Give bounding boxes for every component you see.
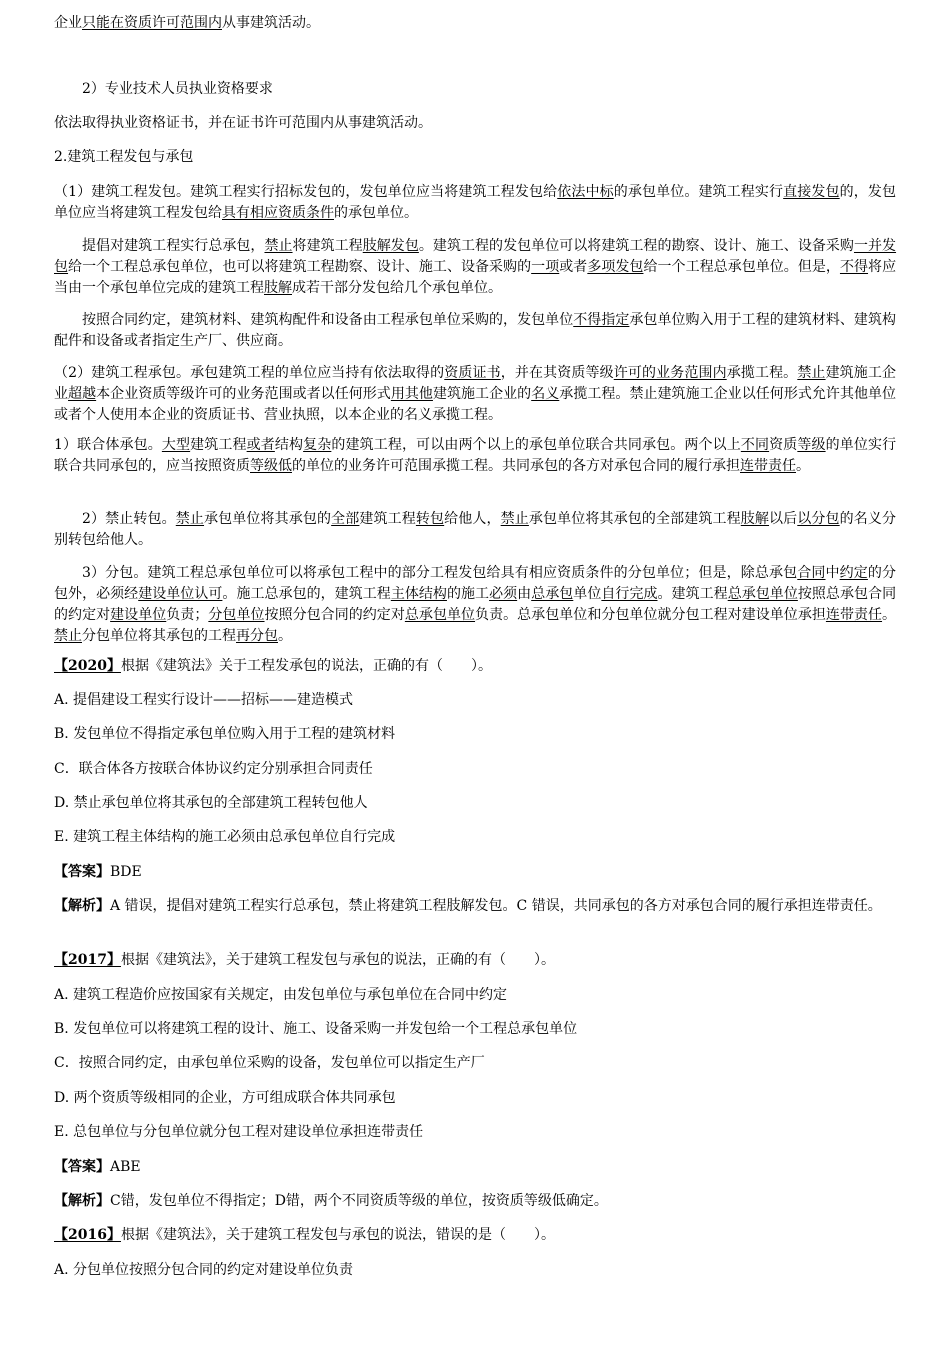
paragraph-b10 xyxy=(54,563,896,647)
text-segment: 建筑工程 xyxy=(359,511,416,527)
paragraph-b9 xyxy=(54,509,896,551)
text-segment: 的施工 xyxy=(446,586,490,602)
paragraph-b15 xyxy=(54,793,896,814)
text-segment: 按照总承包合同的约定对 xyxy=(54,586,897,623)
text-segment: 承揽工程。 xyxy=(726,365,798,381)
underlined-text: 建设单位认可 xyxy=(138,586,223,602)
text-segment: 。建筑工程 xyxy=(657,586,728,602)
underlined-text: 必须 xyxy=(489,586,518,602)
text-segment: 1）联合体承包。 xyxy=(54,437,162,453)
underlined-text: 一并发包 xyxy=(54,238,897,275)
underlined-text: 禁止 xyxy=(797,365,826,381)
text-segment: A. 分包单位按照分包合同的约定对建设单位负责 xyxy=(54,1262,354,1278)
text-segment: 按照合同约定，建筑材料、建筑构配件和设备由工程承包单位采购的，发包单位 xyxy=(82,312,574,328)
text-segment: ，并在其资质等级 xyxy=(500,365,614,381)
text-segment: 的承包单位。建筑工程实行 xyxy=(613,184,784,200)
paragraph-b24 xyxy=(54,1122,896,1143)
text-segment: 以后 xyxy=(769,511,798,527)
underlined-text xyxy=(54,952,121,968)
text-segment: A. 提倡建设工程实行设计——招标——建造模式 xyxy=(54,692,354,708)
text-segment: C错，发包单位不得指定；D错，两个不同资质等级的单位，按资质等级低确定。 xyxy=(110,1193,608,1209)
text-segment: 资质 xyxy=(769,437,798,453)
bold-text: 【2020】 xyxy=(54,658,121,674)
text-segment: 。 xyxy=(278,628,292,644)
text-segment: 依法取得执业资格证书，并在证书许可范围内从事建筑活动。 xyxy=(54,115,432,131)
paragraph-b28 xyxy=(54,1260,896,1281)
text-segment: 结构 xyxy=(274,437,304,453)
bold-text: 【解析】 xyxy=(54,898,110,914)
underlined-text: 超越 xyxy=(68,386,97,402)
underlined-text: 总承包 xyxy=(531,586,574,602)
paragraph-b17 xyxy=(54,862,896,883)
underlined-text: 不得指定 xyxy=(573,312,630,328)
underlined-text: 再分包 xyxy=(236,628,278,644)
underlined-text: 等级 xyxy=(797,437,826,453)
text-segment: E. 总包单位与分包单位就分包工程对建设单位承担连带责任 xyxy=(54,1124,424,1140)
paragraph-b5 xyxy=(54,236,896,299)
underlined-text: 合同 xyxy=(797,565,826,581)
paragraph-b20 xyxy=(54,985,896,1006)
bold-text: 【2017】 xyxy=(54,952,121,968)
paragraph-b23 xyxy=(54,1088,896,1109)
text-segment: 的单位的业务许可范围承揽工程。共同承包的各方对承包合同的履行承担 xyxy=(292,458,740,474)
text-segment: （1）建筑工程发包。建筑工程实行招标发包的，发包单位应当将建筑工程发包给 xyxy=(54,184,558,200)
underlined-text: 名义 xyxy=(531,386,560,402)
text-segment: 给一个工程总承包单位，也可以将建筑工程勘察、设计、施工、设备采购的 xyxy=(68,259,532,275)
paragraph-b19 xyxy=(54,950,896,971)
underlined-text: 用其他 xyxy=(390,386,433,402)
text-segment: 。 xyxy=(796,458,810,474)
underlined-text: 许可的业务范围内 xyxy=(613,365,727,381)
text-segment: 给一个工程总承包单位。但是， xyxy=(643,259,840,275)
text-segment: 的建筑工程，可以由两个以上的承包单位联合共同承包。两个以上 xyxy=(331,437,741,453)
underlined-text: 具有相应资质条件 xyxy=(222,205,334,221)
underlined-text: 或者 xyxy=(246,437,275,453)
paragraph-b16 xyxy=(54,827,896,848)
text-segment: 将建筑工程 xyxy=(292,238,363,254)
paragraph-b25 xyxy=(54,1157,896,1178)
bold-text: 【答案】 xyxy=(54,864,110,880)
text-segment: BDE xyxy=(110,864,142,880)
bold-text: 【解析】 xyxy=(54,1193,110,1209)
text-segment: 根据《建筑法》，关于建筑工程发包与承包的说法，正确的有（ ）。 xyxy=(120,952,555,968)
text-segment: 从事建筑活动。 xyxy=(222,15,320,31)
text-segment: 2）专业技术人员执业资格要求 xyxy=(82,81,273,97)
text-segment: 成若干部分发包给几个承包单位。 xyxy=(292,280,502,296)
text-segment: 的单位实行联合共同承包的，应当按照资质 xyxy=(54,437,897,474)
text-segment: ABE xyxy=(110,1159,141,1175)
underlined-text: 主体结构 xyxy=(390,586,447,602)
underlined-text: 约定 xyxy=(839,565,868,581)
text-segment: D. 两个资质等级相同的企业，方可组成联合体共同承包 xyxy=(54,1090,396,1106)
text-segment: 提倡对建筑工程实行总承包， xyxy=(82,238,265,254)
text-segment: B. 发包单位可以将建筑工程的设计、施工、设备采购一并发包给一个工程总承包单位 xyxy=(54,1021,578,1037)
text-segment: E. 建筑工程主体结构的施工必须由总承包单位自行完成 xyxy=(54,829,396,845)
bold-text: 【2016】 xyxy=(54,1227,121,1243)
text-segment: 。建筑工程的发包单位可以将建筑工程的勘察、设计、施工、设备采购 xyxy=(418,238,854,254)
text-segment: 建筑工程 xyxy=(190,437,247,453)
paragraph-b12 xyxy=(54,690,896,711)
text-segment: 给他人， xyxy=(444,511,501,527)
text-segment: 或者 xyxy=(559,259,588,275)
text-segment: 的，发包单位应当将建筑工程发包给 xyxy=(54,184,897,221)
text-segment: 的分包外，必须经 xyxy=(54,565,897,602)
underlined-text: 资质证书 xyxy=(444,365,501,381)
text-segment: 承包单位将其承包的全部建筑工程 xyxy=(528,511,741,527)
text-segment: C．按照合同约定，由承包单位采购的设备，发包单位可以指定生产厂 xyxy=(54,1055,485,1071)
underlined-text: 只能在资质许可范围内 xyxy=(82,15,222,31)
paragraph-b1 xyxy=(54,79,896,100)
underlined-text: 不得 xyxy=(839,259,869,275)
paragraph-b14 xyxy=(54,759,896,780)
underlined-text: 禁止 xyxy=(54,628,82,644)
paragraph-b3 xyxy=(54,147,896,168)
text-segment: 3）分包。建筑工程总承包单位可以将承包工程中的部分工程发包给具有相应资质条件的分包单位；但是，除总承包 xyxy=(82,565,798,581)
paragraph-b4 xyxy=(54,182,896,224)
underlined-text: 转包 xyxy=(415,511,445,527)
paragraph-b8 xyxy=(54,435,896,477)
paragraph-b2 xyxy=(54,113,896,134)
text-segment: 承包单位将其承包的 xyxy=(204,511,332,527)
underlined-text: 一项 xyxy=(531,259,560,275)
text-segment: 承包单位购入用于工程的建筑材料、建筑构配件和设备或者指定生产厂、供应商。 xyxy=(54,312,897,349)
underlined-text: 肢解发包 xyxy=(362,238,419,254)
underlined-text: 禁止 xyxy=(500,511,529,527)
underlined-text: 复杂 xyxy=(303,437,332,453)
underlined-text: 不同 xyxy=(740,437,770,453)
paragraph-b0 xyxy=(54,13,896,34)
text-segment: 根据《建筑法》关于工程发承包的说法，正确的有（ ）。 xyxy=(120,658,492,674)
text-segment: 。施工总承包的，建筑工程 xyxy=(222,586,391,602)
text-segment: 由 xyxy=(517,586,532,602)
text-segment: 。 xyxy=(882,607,897,623)
text-segment: B. 发包单位不得指定承包单位购入用于工程的建筑材料 xyxy=(54,726,396,742)
underlined-text: 禁止 xyxy=(175,511,205,527)
text-segment: 分包单位将其承包的工程 xyxy=(82,628,236,644)
paragraph-b26 xyxy=(54,1191,896,1212)
underlined-text: 直接发包 xyxy=(783,184,840,200)
text-segment: 单位 xyxy=(573,586,602,602)
underlined-text: 大型 xyxy=(161,437,191,453)
text-segment: 建筑施工企业 xyxy=(54,365,897,402)
text-segment: 将应当由一个承包单位完成的建筑工程 xyxy=(54,259,897,296)
underlined-text xyxy=(54,1227,121,1243)
underlined-text: 禁止 xyxy=(264,238,293,254)
paragraph-b18 xyxy=(54,896,896,917)
text-segment: 企业 xyxy=(54,15,82,31)
text-segment: 的承包单位。 xyxy=(334,205,418,221)
bold-text: 【答案】 xyxy=(54,1159,110,1175)
text-segment: 本企业资质等级许可的业务范围或者以任何形式 xyxy=(96,386,391,402)
paragraph-b6 xyxy=(54,310,896,352)
underlined-text: 依法中标 xyxy=(557,184,614,200)
paragraph-b7 xyxy=(54,363,896,426)
underlined-text: 连带责任 xyxy=(740,458,796,474)
paragraph-b22 xyxy=(54,1053,896,1074)
text-segment: C．联合体各方按联合体协议约定分别承担合同责任 xyxy=(54,761,373,777)
underlined-text: 全部 xyxy=(331,511,360,527)
paragraph-b11 xyxy=(54,656,896,677)
text-segment: 中 xyxy=(825,565,840,581)
text-segment: 建筑施工企业的 xyxy=(432,386,532,402)
underlined-text xyxy=(54,658,121,674)
underlined-text: 自行完成 xyxy=(601,586,658,602)
paragraph-b13 xyxy=(54,724,896,745)
underlined-text: 总承包单位 xyxy=(404,607,476,623)
underlined-text: 等级低 xyxy=(250,458,292,474)
underlined-text: 连带责任 xyxy=(825,607,883,623)
text-segment: 2.建筑工程发包与承包 xyxy=(54,149,194,165)
underlined-text: 分包单位 xyxy=(208,607,265,623)
text-segment: 2）禁止转包。 xyxy=(82,511,176,527)
paragraph-b27 xyxy=(54,1225,896,1246)
underlined-text: 肢解 xyxy=(740,511,770,527)
text-segment: 按照分包合同的约定对 xyxy=(264,607,405,623)
underlined-text: 多项发包 xyxy=(587,259,644,275)
underlined-text: 肢解 xyxy=(264,280,292,296)
text-segment: 的名义分别转包给他人。 xyxy=(54,511,897,548)
text-segment: A 错误，提倡对建筑工程实行总承包，禁止将建筑工程肢解发包。C 错误，共同承包的各方对承包合同的履行承担连带责任。 xyxy=(110,898,882,914)
text-segment: 根据《建筑法》，关于建筑工程发包与承包的说法，错误的是（ ）。 xyxy=(120,1227,555,1243)
underlined-text: 建设单位 xyxy=(110,607,167,623)
underlined-text: 总承包单位 xyxy=(727,586,798,602)
text-segment: 负责。总承包单位和分包单位就分包工程对建设单位承担 xyxy=(475,607,826,623)
underlined-text: 以分包 xyxy=(797,511,840,527)
text-segment: A. 建筑工程造价应按国家有关规定，由发包单位与承包单位在合同中约定 xyxy=(54,987,508,1003)
paragraph-b21 xyxy=(54,1019,896,1040)
text-segment: （2）建筑工程承包。承包建筑工程的单位应当持有依法取得的 xyxy=(54,365,445,381)
text-segment: 承揽工程。禁止建筑施工企业以任何形式允许其他单位或者个人使用本企业的资质证书、营业执照，以本企业的名义承揽工程。 xyxy=(54,386,897,423)
text-segment: 负责； xyxy=(166,607,209,623)
text-segment: D. 禁止承包单位将其承包的全部建筑工程转包他人 xyxy=(54,795,368,811)
